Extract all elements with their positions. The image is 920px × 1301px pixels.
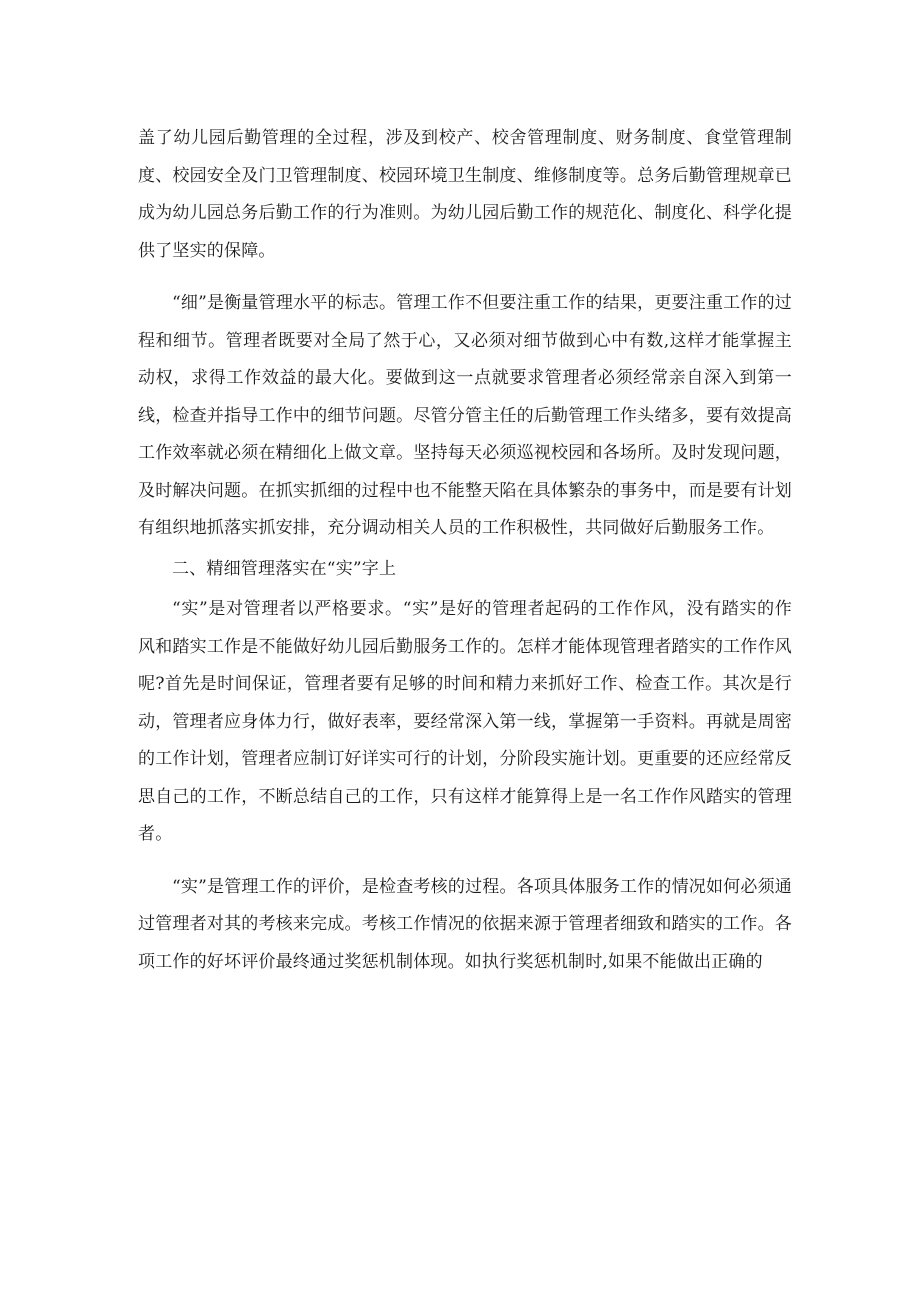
document-body <box>138 120 792 981</box>
paragraph-shi-requirement: “实”是对管理者以严格要求。“实”是好的管理者起码的工作作风，没有踏实的作风和踏实工作是不能做好幼儿园后勤服务工作的。怎样才能体现管理者踏实的工作作风呢?首先是时间保证，管理者要有足够的时间和精力来抓好工作、检查工作。其次是行动，管理者应身体力行，做好表率，要经常深入第一线，掌握第一手资料。再就是周密的工作计划，管理者应制订好详实可行的计划，分阶段实施计划。更重要的还应经常反思自己的工作，不断总结自己的工作，只有这样才能算得上是一名工作作风踏实的管理者。 <box>138 599 792 844</box>
paragraph-shi-evaluation: “实”是管理工作的评价，是检查考核的过程。各项具体服务工作的情况如何必须通过管理者对其的考核来完成。考核工作情况的依据来源于管理者细致和踏实的工作。各项工作的好坏评价最终通过奖惩机制体现。如执行奖惩机制时,如果不能做出正确的 <box>138 876 792 972</box>
section-heading-shi: 二、精细管理落实在“实”字上 <box>172 558 397 579</box>
paragraph-continuation: 盖了幼儿园后勤管理的全过程，涉及到校产、校舍管理制度、财务制度、食堂管理制度、校园安全及门卫管理制度、校园环境卫生制度、维修制度等。总务后勤管理规章已成为幼儿园总务后勤工作的行为准则。为幼儿园后勤工作的规范化、制度化、科学化提供了坚实的保障。 <box>138 128 792 261</box>
paragraph-xi: “细”是衡量管理水平的标志。管理工作不但要注重工作的结果，更要注重工作的过程和细节。管理者既要对全局了然于心，又必须对细节做到心中有数,这样才能掌握主动权，求得工作效益的最大化。要做到这一点就要求管理者必须经常亲自深入到第一线，检查并指导工作中的细节问题。尽管分管主任的后勤管理工作头绪多，要有效提高工作效率就必须在精细化上做文章。坚持每天必须巡视校园和各场所。及时发现问题，及时解决问题。在抓实抓细的过程中也不能整天陷在具体繁杂的事务中，而是要有计划有组织地抓落实抓安排，充分调动相关人员的工作积极性，共同做好后勤服务工作。 <box>138 293 792 538</box>
